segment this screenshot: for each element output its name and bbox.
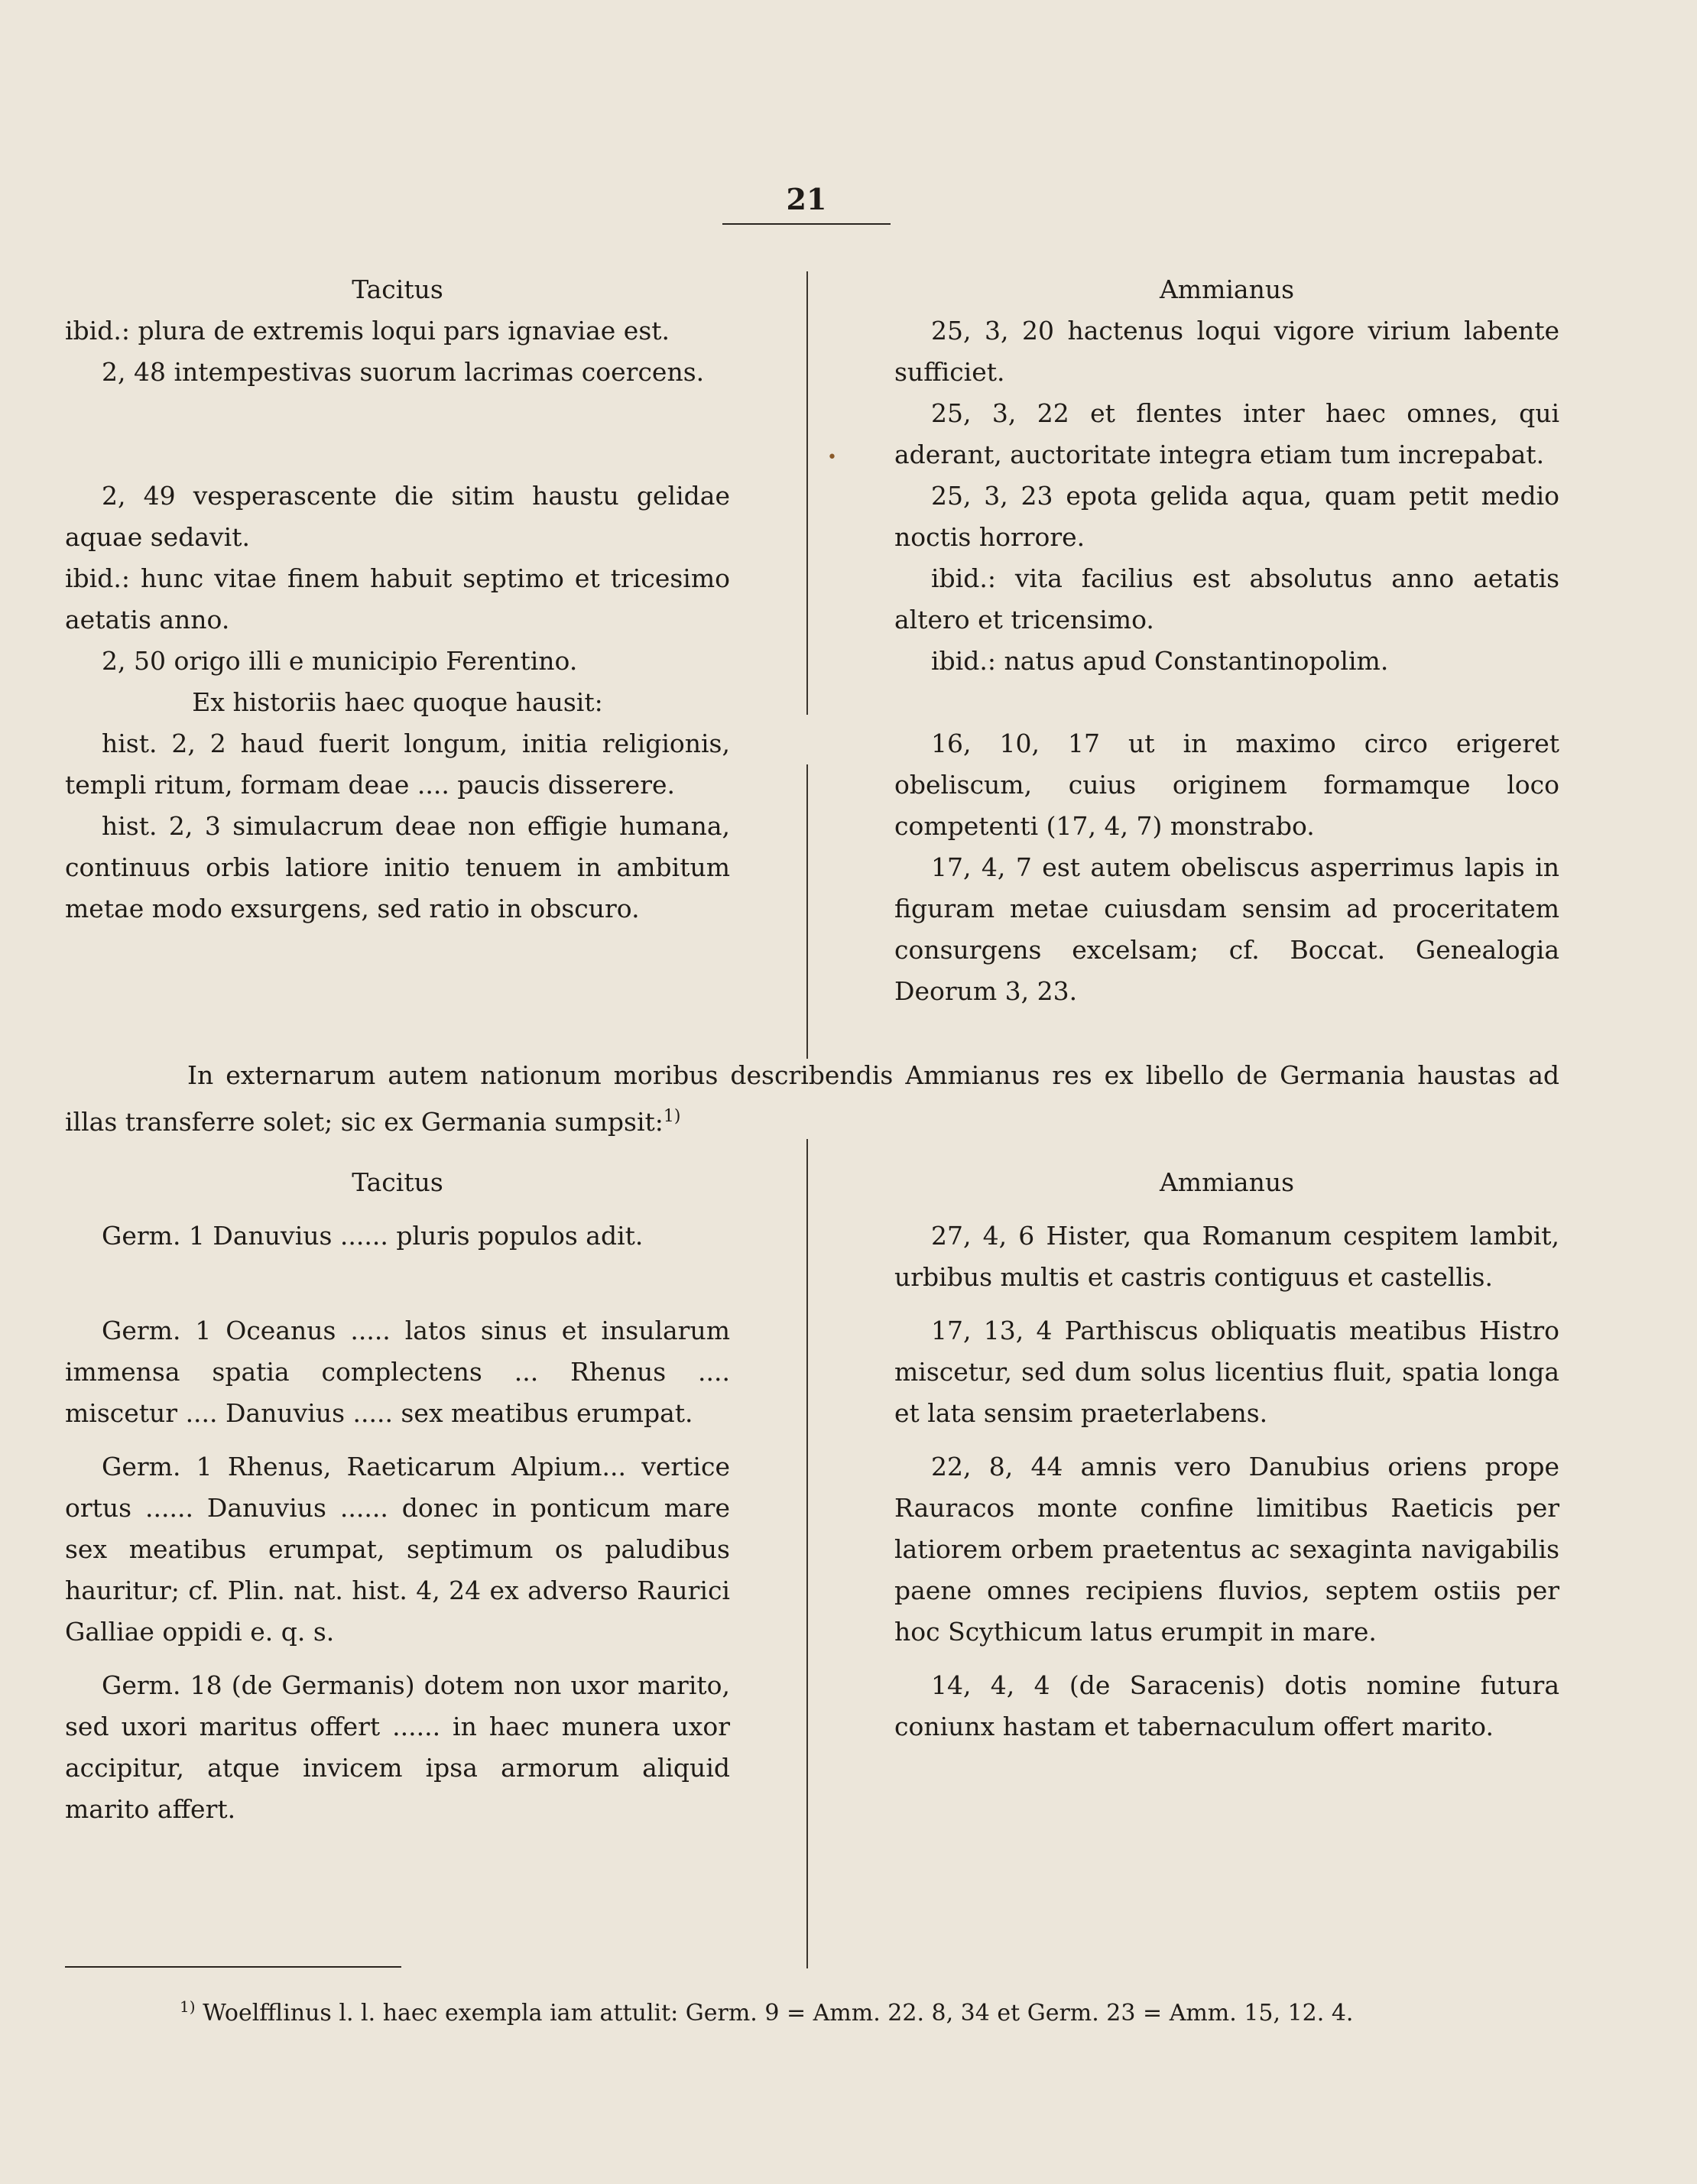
transition-text: In externarum autem nationum moribus describendis Ammianus res ex libello de Germania haustas ad illas transferre solet; sic ex Germania sumpsit: xyxy=(65,1060,1559,1137)
right-passage: 25, 3, 22 et flentes inter haec omnes, qui aderant, auctoritate integra etiam tum increpabat. xyxy=(894,398,1559,469)
footnote xyxy=(180,1991,1571,2029)
footnote-mark: 1) xyxy=(180,1997,196,2016)
right-passage: ibid.: natus apud Constantinopolim. xyxy=(931,646,1389,676)
left-passage: 2, 49 vesperascente die sitim haustu gelidae aquae sedavit. xyxy=(65,481,730,552)
right-passage: 27, 4, 6 Hister, qua Romanum cespitem lambit, urbibus multis et castris contiguus et castellis. xyxy=(894,1221,1559,1292)
section2-right-column xyxy=(894,1162,1559,1748)
right-column-header: Ammianus xyxy=(1159,1167,1295,1197)
left-passage: Germ. 1 Oceanus ..... latos sinus et insularum immensa spatia complectens ... Rhenus .... miscetur .... Danuvius ..... sex meatibus erumpat. xyxy=(65,1316,730,1428)
left-passage: Germ. 1 Danuvius ...... pluris populos adit. xyxy=(102,1221,644,1251)
right-passage: 25, 3, 23 epota gelida aqua, quam petit medio noctis horrore. xyxy=(894,481,1559,552)
left-subheading: Ex historiis haec quoque hausit: xyxy=(192,687,603,717)
left-column-header: Tacitus xyxy=(352,1167,443,1197)
footnote-rule xyxy=(65,1966,401,1968)
ink-mark: • xyxy=(827,448,837,467)
left-passage: ibid.: plura de extremis loqui pars ignaviae est. xyxy=(65,316,670,346)
right-passage: 22, 8, 44 amnis vero Danubius oriens prope Rauracos monte confine limitibus Raeticis per latiorem orbem praetentus ac sexaginta navigabilis paene omnes recipiens fluvios, septem ostiis per hoc Scythicum latus erumpit in mare. xyxy=(894,1452,1559,1647)
left-passage: hist. 2, 3 simulacrum deae non effigie humana, continuus orbis latiore initio tenuem in ambitum metae modo exsurgens, sed ratio in obscuro. xyxy=(65,811,730,923)
left-passage: Germ. 18 (de Germanis) dotem non uxor marito, sed uxori maritus offert ...... in haec munera uxor accipitur, atque invicem ipsa armorum aliquid marito affert. xyxy=(65,1670,730,1824)
left-passage: hist. 2, 2 haud fuerit longum, initia religionis, templi ritum, formam deae .... paucis disserere. xyxy=(65,729,730,800)
left-passage: ibid.: hunc vitae finem habuit septimo et tricesimo aetatis anno. xyxy=(65,563,730,634)
section2-left-column xyxy=(65,1162,730,1830)
section1-left-column xyxy=(65,269,730,930)
section1-right-column xyxy=(894,269,1559,1012)
left-passage: Germ. 1 Rhenus, Raeticarum Alpium... vertice ortus ...... Danuvius ...... donec in ponticum mare sex meatibus erumpat, septimum os paludibus hauritur; cf. Plin. nat. hist. 4, 24 ex adverso Raurici Galliae oppidi e. q. s. xyxy=(65,1452,730,1647)
right-passage: 14, 4, 4 (de Saracenis) dotis nomine futura coniunx hastam et tabernaculum offert marito. xyxy=(894,1670,1559,1741)
right-passage: ibid.: vita facilius est absolutus anno aetatis altero et tricensimo. xyxy=(894,563,1559,634)
left-column-header: Tacitus xyxy=(352,274,443,304)
transition-paragraph xyxy=(65,1055,1559,1143)
right-column-header: Ammianus xyxy=(1159,274,1295,304)
left-passage: 2, 48 intempestivas suorum lacrimas coercens. xyxy=(102,357,705,387)
right-passage: 16, 10, 17 ut in maximo circo erigeret obeliscum, cuius originem formamque loco competenti (17, 4, 7) monstrabo. xyxy=(894,729,1559,841)
left-passage: 2, 50 origo illi e municipio Ferentino. xyxy=(102,646,578,676)
column-divider xyxy=(806,271,808,715)
page-number-rule xyxy=(722,223,891,225)
footnote-text: Woelfflinus l. l. haec exempla iam attulit: Germ. 9 = Amm. 22. 8, 34 et Germ. 23 = Amm. 15, 12. 4. xyxy=(203,2000,1354,2027)
footnote-reference: 1) xyxy=(663,1107,681,1126)
column-divider xyxy=(806,1139,808,1968)
right-passage: 17, 13, 4 Parthiscus obliquatis meatibus Histro miscetur, sed dum solus licentius fluit, spatia longa et lata sensim praeterlabens. xyxy=(894,1316,1559,1428)
right-passage: 25, 3, 20 hactenus loqui vigore virium labente sufficiet. xyxy=(894,316,1559,387)
page-number: 21 xyxy=(786,182,827,216)
right-passage: 17, 4, 7 est autem obeliscus asperrimus lapis in figuram metae cuiusdam sensim ad proceritatem consurgens excelsam; cf. Boccat. Genealogia Deorum 3, 23. xyxy=(894,852,1559,1006)
column-divider xyxy=(806,764,808,1059)
